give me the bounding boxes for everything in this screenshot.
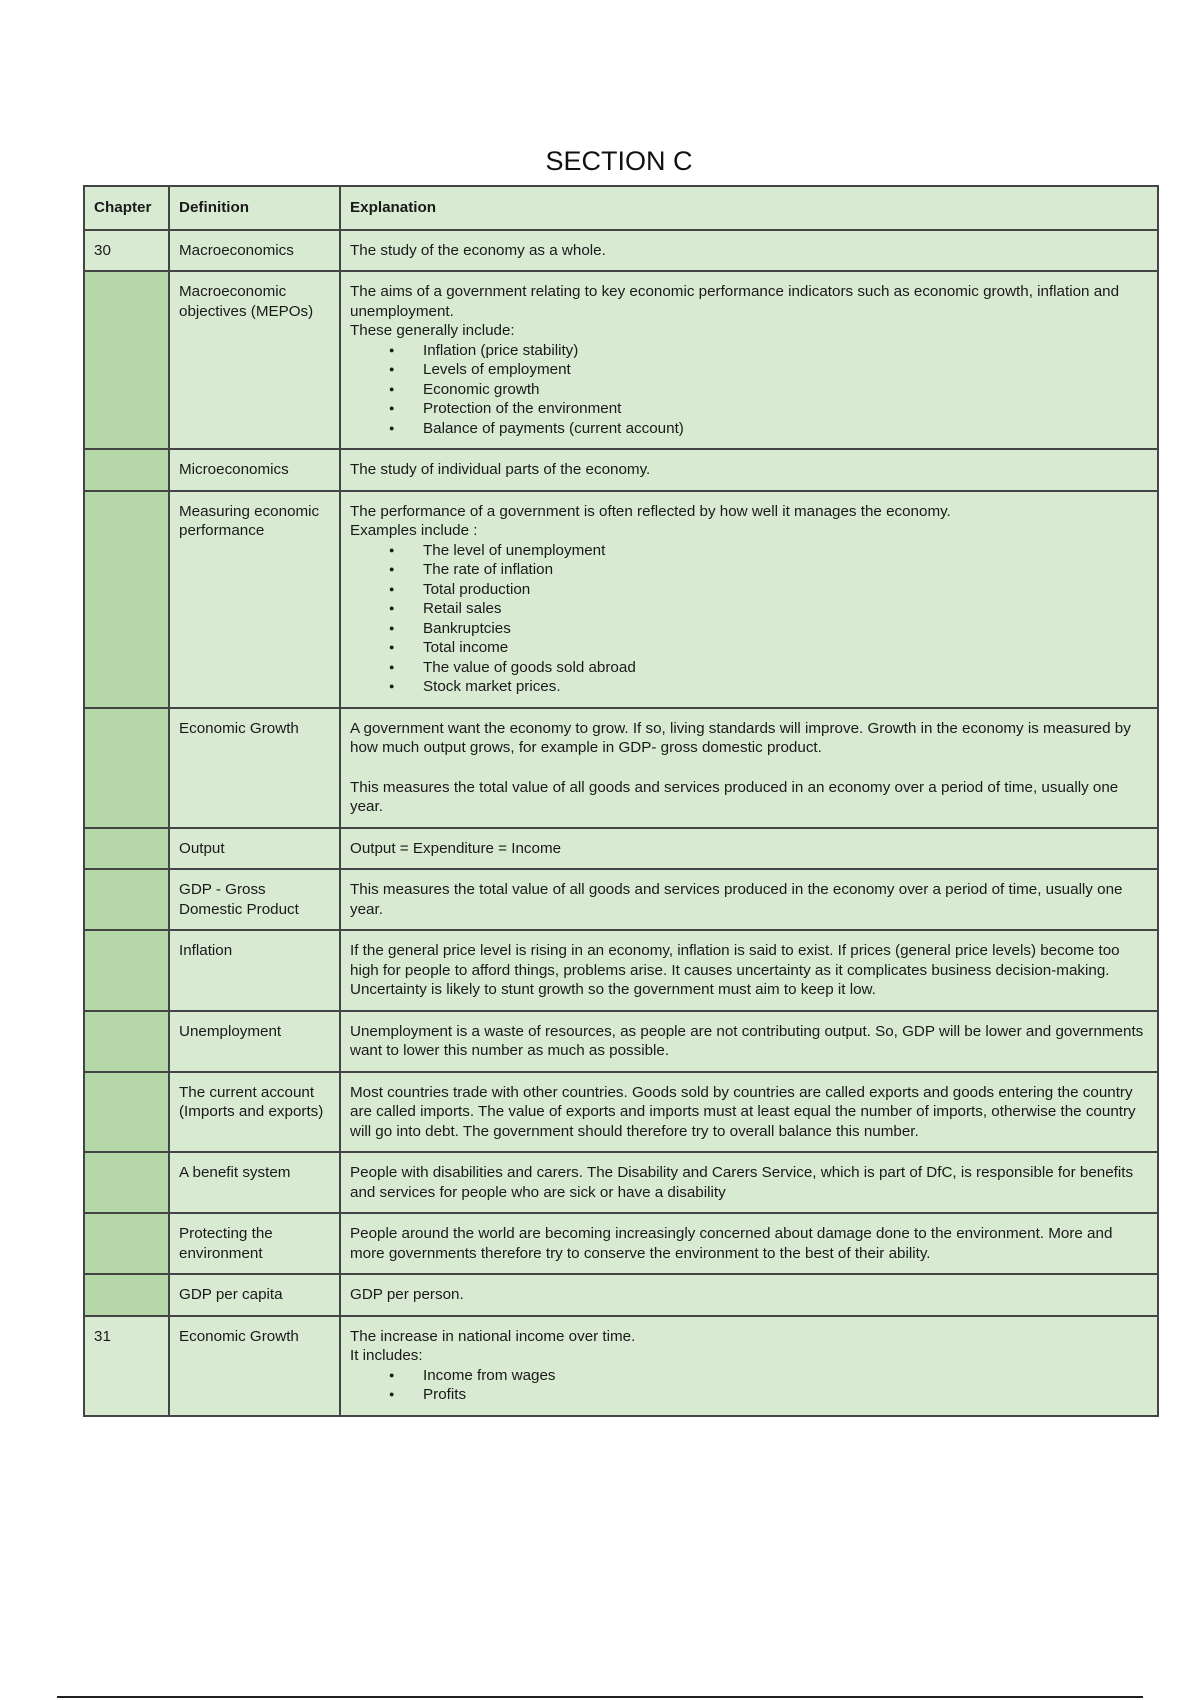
table-row	[84, 1152, 1158, 1213]
explanation-line: The study of the economy as a whole.	[350, 241, 606, 259]
explanation-line: This measures the total value of all goods and services produced in the economy over a period of time, usually one year.	[350, 881, 1123, 918]
explanation-line: It includes:	[350, 1347, 423, 1364]
definition-cell: Protecting the environment	[169, 1213, 340, 1274]
explanation-cell	[340, 1011, 1158, 1072]
explanation-line: Examples include :	[350, 522, 478, 539]
explanation-cell	[340, 1316, 1158, 1416]
explanation-line: If the general price level is rising in an economy, inflation is said to exist. If prices (general price levels) become too high for people to afford things, problems arise. It causes uncertainty as it complicates business decision-making.	[350, 942, 1120, 979]
definition-cell: A benefit system	[169, 1152, 340, 1213]
explanation-line: A government want the economy to grow. If so, living standards will improve. Growth in the economy is measured by how much output grows, for example in GDP- gross domestic product.	[350, 719, 1131, 756]
section-title: SECTION C	[545, 146, 693, 176]
chapter-cell	[84, 1213, 169, 1274]
chapter-cell	[84, 869, 169, 930]
definition-cell: GDP per capita	[169, 1274, 340, 1316]
table-header-row	[84, 186, 1158, 230]
chapter-cell	[84, 271, 169, 449]
chapter-cell	[84, 930, 169, 1011]
definition-cell: Unemployment	[169, 1011, 340, 1072]
explanation-line: The aims of a government relating to key economic performance indicators such as economic growth, inflation and unemployment.	[350, 283, 1120, 320]
chapter-cell	[84, 1011, 169, 1072]
header-explanation: Explanation	[340, 186, 1158, 230]
explanation-cell	[340, 708, 1158, 828]
bullet-item: ● Stock market prices.	[423, 677, 1148, 697]
explanation-line: Unemployment is a waste of resources, as people are not contributing output. So, GDP will be lower and governments want to lower this number as much as possible.	[350, 1022, 1144, 1059]
definition-cell: Output	[169, 828, 340, 870]
table-row	[84, 1274, 1158, 1316]
bullet-item: ● Profits	[423, 1385, 1148, 1405]
header-definition: Definition	[169, 186, 340, 230]
explanation-cell	[340, 1072, 1158, 1153]
chapter-cell: 31	[84, 1316, 169, 1416]
explanation-cell	[340, 1213, 1158, 1274]
explanation-cell	[340, 449, 1158, 491]
explanation-line: The performance of a government is often reflected by how well it manages the economy.	[350, 502, 951, 520]
bullet-item: ● The rate of inflation	[423, 560, 1148, 580]
explanation-line: These generally include:	[350, 322, 515, 339]
chapter-cell	[84, 1072, 169, 1153]
paragraph-gap	[350, 758, 1148, 778]
table-row	[84, 930, 1158, 1011]
definition-cell: Economic Growth	[169, 1316, 340, 1416]
bullet-item: ● Bankruptcies	[423, 619, 1148, 639]
definition-cell: Economic Growth	[169, 708, 340, 828]
bullet-item: ● Economic growth	[423, 380, 1148, 400]
explanation-cell	[340, 491, 1158, 708]
bullet-item: ● Total production	[423, 580, 1148, 600]
footer-rule	[57, 1696, 1143, 1698]
table-row	[84, 491, 1158, 708]
bullet-item: ● Levels of employment	[423, 360, 1148, 380]
explanation-line: Uncertainty is likely to stunt growth so the government must aim to keep it low.	[350, 981, 876, 998]
definition-cell: Measuring economic performance	[169, 491, 340, 708]
explanation-line: GDP per person.	[350, 1286, 464, 1303]
definition-cell: Macroeconomic objectives (MEPOs)	[169, 271, 340, 449]
explanation-line: People with disabilities and carers. The Disability and Carers Service, which is part of DfC, is responsible for benefits and services for people who are sick or have a disability	[350, 1164, 1134, 1201]
explanation-line: This measures the total value of all goods and services produced in an economy over a period of time, usually one year.	[350, 778, 1119, 815]
table-row	[84, 869, 1158, 930]
bullet-list	[350, 341, 1148, 439]
table-row	[84, 449, 1158, 491]
definition-cell: Macroeconomics	[169, 230, 340, 272]
explanation-cell	[340, 1274, 1158, 1316]
bullet-item: ● Inflation (price stability)	[423, 341, 1148, 361]
definition-cell: Inflation	[169, 930, 340, 1011]
bullet-item: ● The level of unemployment	[423, 541, 1148, 561]
chapter-cell	[84, 1152, 169, 1213]
table-row	[84, 1011, 1158, 1072]
explanation-line: Output = Expenditure = Income	[350, 839, 562, 857]
table-row	[84, 271, 1158, 449]
explanation-line: The study of individual parts of the economy.	[350, 461, 651, 478]
bullet-item: ● Income from wages	[423, 1366, 1148, 1386]
bullet-item: ● Total income	[423, 638, 1148, 658]
explanation-cell	[340, 869, 1158, 930]
explanation-line: People around the world are becoming increasingly concerned about damage done to the environment. More and more governments therefore try to conserve the environment to the best of their ability.	[350, 1225, 1113, 1262]
chapter-cell	[84, 449, 169, 491]
definition-cell: The current account (Imports and exports)	[169, 1072, 340, 1153]
explanation-cell	[340, 930, 1158, 1011]
table-row	[84, 230, 1158, 272]
table-row	[84, 828, 1158, 870]
chapter-cell	[84, 708, 169, 828]
definition-cell: Microeconomics	[169, 449, 340, 491]
definition-cell: GDP - Gross Domestic Product	[169, 869, 340, 930]
table-row	[84, 708, 1158, 828]
explanation-line: Most countries trade with other countries. Goods sold by countries are called exports and goods entering the country are called imports. The value of exports and imports must at least equal the number of imports, otherwise the country will go into debt. The government should therefore try to overall balance this number.	[350, 1083, 1136, 1140]
bullet-item: ● Retail sales	[423, 599, 1148, 619]
header-chapter: Chapter	[84, 186, 169, 230]
bullet-item: ● Balance of payments (current account)	[423, 419, 1148, 439]
bullet-item: ● Protection of the environment	[423, 399, 1148, 419]
chapter-cell	[84, 1274, 169, 1316]
table-row	[84, 1072, 1158, 1153]
bullet-list	[350, 1366, 1148, 1405]
explanation-cell	[340, 1152, 1158, 1213]
table-row	[84, 1316, 1158, 1416]
explanation-cell	[340, 828, 1158, 870]
definitions-table	[83, 185, 1159, 1417]
explanation-cell	[340, 271, 1158, 449]
explanation-line: The increase in national income over time.	[350, 1327, 636, 1345]
explanation-cell	[340, 230, 1158, 272]
bullet-item: ● The value of goods sold abroad	[423, 658, 1148, 678]
chapter-cell	[84, 828, 169, 870]
table-row	[84, 1213, 1158, 1274]
chapter-cell: 30	[84, 230, 169, 272]
chapter-cell	[84, 491, 169, 708]
bullet-list	[350, 541, 1148, 697]
